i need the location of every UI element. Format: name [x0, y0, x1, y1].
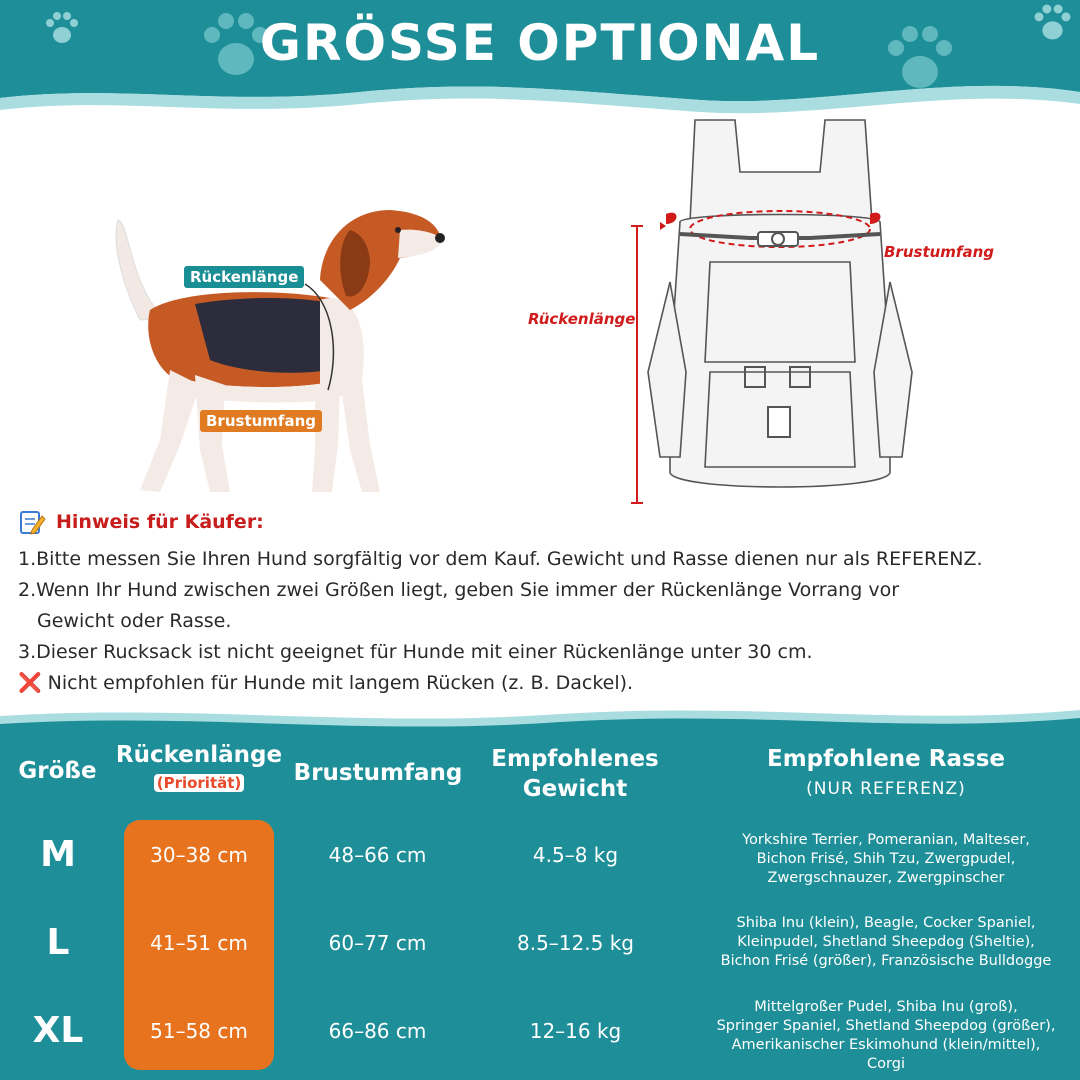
note-line-1: 1.Bitte messen Sie Ihren Hund sorgfältig vor dem Kauf. Gewicht und Rasse dienen nur als REFERENZ.	[18, 548, 983, 570]
row-size-l: L	[46, 922, 70, 963]
dog-illustration	[100, 200, 460, 510]
dog-chest-tag: Brustumfang	[200, 410, 322, 432]
bag-chest-label: Brustumfang	[884, 243, 994, 261]
buyer-notes	[18, 508, 1068, 699]
breed-line: Yorkshire Terrier, Pomeranian, Malteser,	[742, 832, 1030, 848]
header-size: Größe	[18, 758, 97, 784]
row-l-chest: 60–77 cm	[328, 931, 427, 955]
illustration-area	[0, 130, 1080, 510]
header-banner	[0, 0, 1080, 130]
row-m-breeds	[686, 831, 1080, 888]
breed-line: Springer Spaniel, Shetland Sheepdog (größer),	[716, 1018, 1056, 1034]
row-xl-weight: 12–16 kg	[529, 1019, 622, 1043]
breed-line: Mittelgroßer Pudel, Shiba Inu (groß),	[754, 999, 1018, 1015]
row-size-m: M	[40, 834, 76, 875]
cross-mark-icon: ❌	[18, 672, 42, 694]
row-m-back: 30–38 cm	[150, 843, 248, 867]
notes-title: Hinweis für Käufer:	[56, 511, 264, 533]
breed-line: Zwergschnauzer, Zwergpinscher	[767, 870, 1005, 886]
dog-back-length-tag: Rückenlänge	[184, 266, 304, 288]
breed-line: Shiba Inu (klein), Beagle, Cocker Spaniel,	[736, 915, 1036, 931]
memo-icon	[18, 508, 46, 536]
note-line-2: 2.Wenn Ihr Hund zwischen zwei Größen liegt, geben Sie immer der Rückenlänge Vorrang vor	[18, 579, 900, 601]
note-warning	[18, 668, 1068, 699]
warning-text: Nicht empfohlen für Hunde mit langem Rücken (z. B. Dackel).	[47, 672, 634, 694]
header-chest: Brustumfang	[293, 760, 463, 786]
row-xl-chest: 66–86 cm	[328, 1019, 427, 1043]
breed-line: Amerikanischer Eskimohund (klein/mittel),	[731, 1037, 1041, 1053]
row-l-weight: 8.5–12.5 kg	[517, 931, 634, 955]
priority-badge: (Priorität)	[154, 774, 245, 792]
row-m-chest: 48–66 cm	[328, 843, 427, 867]
header-weight-line1: Empfohlenes	[491, 746, 659, 772]
bag-back-length-label: Rückenlänge	[528, 310, 636, 328]
row-l-breeds	[686, 914, 1080, 971]
note-line-2-cont: Gewicht oder Rasse.	[37, 610, 232, 632]
row-m-weight: 4.5–8 kg	[532, 843, 619, 867]
header-breed	[686, 744, 1080, 804]
note-line-3: 3.Dieser Rucksack ist nicht geeignet für Hunde mit einer Rückenlänge unter 30 cm.	[18, 641, 813, 663]
notes-heading	[18, 508, 1068, 536]
row-xl-breeds	[686, 998, 1080, 1074]
row-xl-back: 51–58 cm	[150, 1019, 248, 1043]
header-weight	[475, 744, 675, 804]
row-l-back: 41–51 cm	[150, 931, 248, 955]
page-title: GRÖSSE OPTIONAL	[259, 14, 821, 72]
header-breed-sub: (NUR REFERENZ)	[806, 779, 966, 799]
header-weight-line2: Gewicht	[522, 776, 628, 802]
back-length-arrow	[630, 222, 644, 507]
header-breed-label: Empfohlene Rasse	[767, 746, 1005, 772]
row-size-xl: XL	[32, 1010, 84, 1051]
header-back-length	[108, 742, 290, 794]
backpack-illustration	[640, 112, 920, 502]
header-back-length-label: Rückenlänge	[115, 742, 283, 768]
breed-line: Bichon Frisé (größer), Französische Bulldogge	[720, 953, 1052, 969]
breed-line: Kleinpudel, Shetland Sheepdog (Sheltie),	[737, 934, 1035, 950]
breed-line: Corgi	[867, 1056, 905, 1072]
breed-line: Bichon Frisé, Shih Tzu, Zwergpudel,	[756, 851, 1016, 867]
